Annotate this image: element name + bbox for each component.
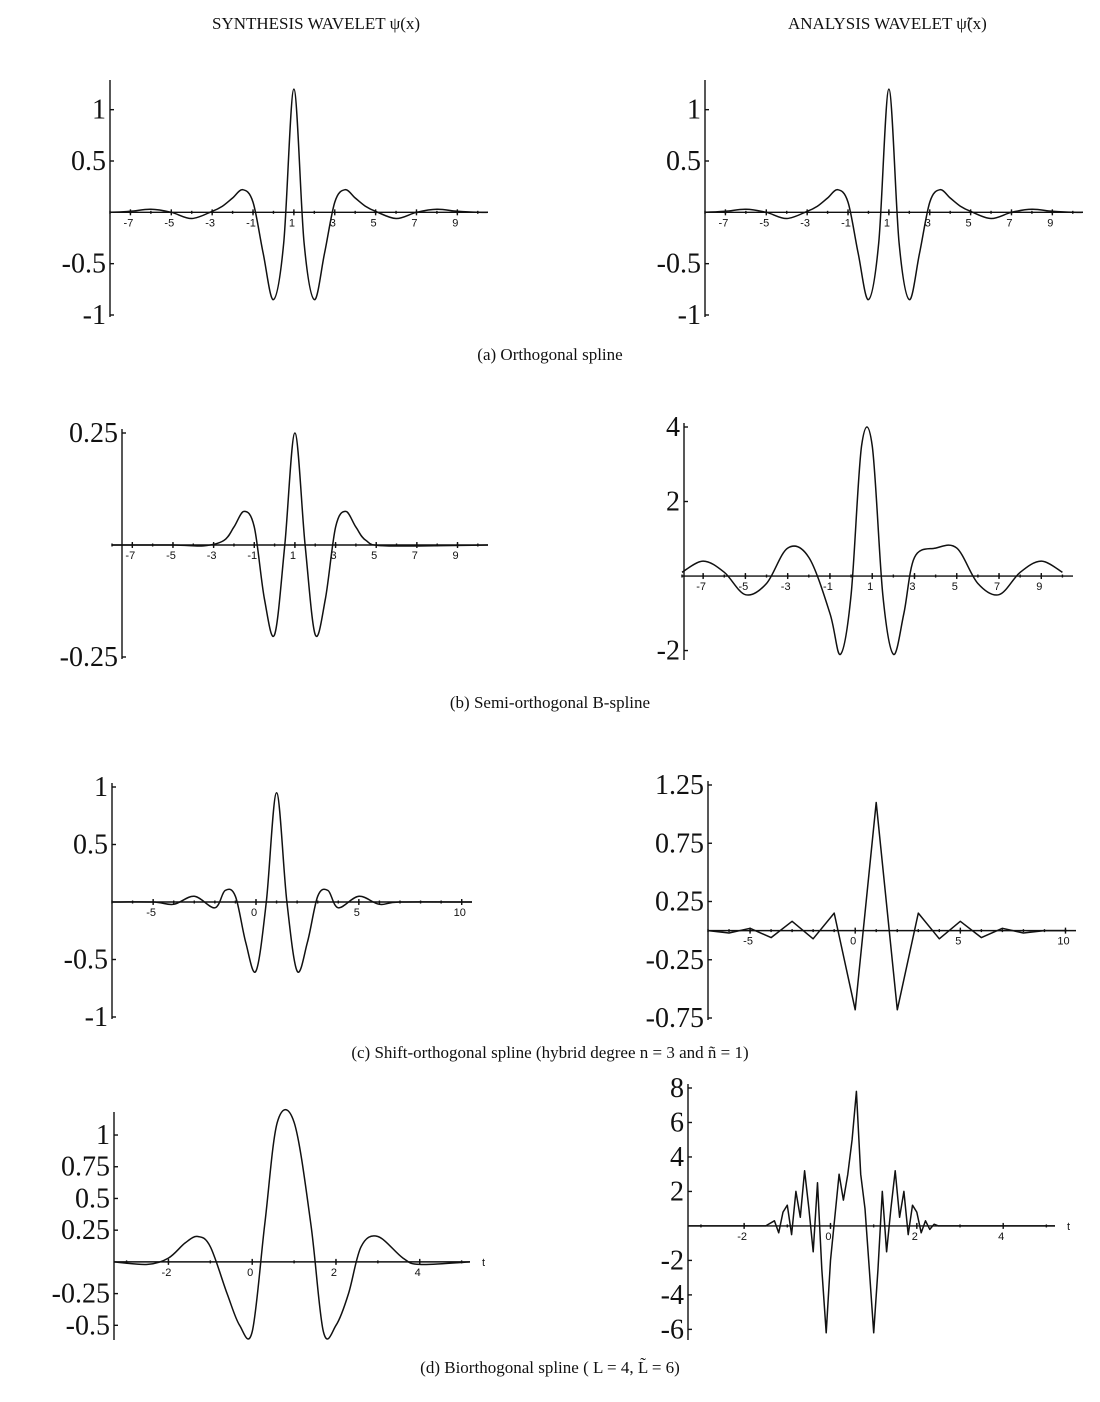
caption-b: (b) Semi-orthogonal B-spline xyxy=(449,693,651,712)
x-tick-label: -5 xyxy=(743,935,753,948)
y-tick-label: -0.75 xyxy=(645,1003,704,1034)
y-tick-label: -0.5 xyxy=(63,944,108,976)
x-tick-label: 4 xyxy=(414,1266,421,1279)
chart-panel-b-analysis xyxy=(657,412,1073,667)
x-tick-label: 5 xyxy=(965,217,972,230)
y-tick-label: -2 xyxy=(656,635,680,667)
x-tick-label: -1 xyxy=(247,550,258,562)
x-tick-label: -5 xyxy=(146,907,157,919)
wavelet-curve-b-synthesis xyxy=(112,433,488,636)
x-tick-label: 1 xyxy=(288,217,295,230)
x-tick-label: -1 xyxy=(841,217,851,230)
x-tick-label: 9 xyxy=(452,550,459,562)
y-tick-label: -0.5 xyxy=(61,248,106,280)
x-tick-label: -3 xyxy=(780,581,791,594)
wavelet-curve-c-synthesis xyxy=(112,793,472,972)
x-tick-label: -3 xyxy=(800,217,811,230)
x-tick-label: 0 xyxy=(247,1266,254,1279)
y-tick-label: 0.75 xyxy=(655,828,704,860)
wavelet-curve-d-synthesis xyxy=(114,1110,470,1339)
x-tick-label: 10 xyxy=(1057,935,1070,948)
x-tick-label: 9 xyxy=(1036,581,1043,594)
x-tick-label: -7 xyxy=(718,217,729,230)
y-tick-label: -0.25 xyxy=(59,642,118,673)
x-tick-label: 9 xyxy=(452,217,459,230)
wavelet-curve-d-analysis xyxy=(688,1091,1055,1332)
caption-a: (a) Orthogonal spline xyxy=(477,345,623,364)
x-tick-label: 5 xyxy=(955,935,962,948)
x-tick-label: 5 xyxy=(353,907,360,919)
wavelet-curve-a-synthesis xyxy=(110,89,488,300)
x-tick-label: 2 xyxy=(330,1266,338,1279)
y-tick-label: -1 xyxy=(82,300,106,331)
x-tick-label: 4 xyxy=(998,1230,1005,1243)
y-tick-label: 0.5 xyxy=(666,146,701,177)
y-tick-label: 1.25 xyxy=(655,770,704,801)
y-tick-label: 0.25 xyxy=(61,1215,110,1247)
x-tick-label: -5 xyxy=(759,217,770,230)
x-tick-label: 7 xyxy=(1006,217,1013,230)
x-tick-label: 3 xyxy=(329,217,336,230)
chart-panel-c-synthesis xyxy=(64,772,472,1033)
x-tick-label: 1 xyxy=(883,217,890,230)
y-tick-label: -0.5 xyxy=(65,1310,110,1342)
chart-panel-d-analysis xyxy=(661,1073,1070,1345)
x-tick-label: 1 xyxy=(867,581,874,594)
x-tick-label: 7 xyxy=(411,550,418,562)
chart-panel-a-analysis xyxy=(657,80,1083,331)
y-tick-label: 4 xyxy=(666,412,680,443)
x-tick-label: 3 xyxy=(909,581,916,594)
x-tick-label: -2 xyxy=(161,1266,172,1279)
x-tick-label: -1 xyxy=(823,581,833,594)
caption-c: (c) Shift-orthogonal spline (hybrid degree n = 3 and ñ = 1) xyxy=(351,1043,749,1062)
wavelet-curve-b-analysis xyxy=(682,427,1062,655)
x-tick-label: -3 xyxy=(206,550,217,562)
y-tick-label: -0.25 xyxy=(51,1278,110,1310)
x-tick-label: -1 xyxy=(246,217,256,230)
y-tick-label: -2 xyxy=(660,1245,684,1277)
x-axis-label: t xyxy=(482,1256,486,1269)
caption-d: (d) Biorthogonal spline ( L = 4, L̃ = 6) xyxy=(420,1358,680,1377)
x-tick-label: -3 xyxy=(205,217,216,230)
y-tick-label: -4 xyxy=(660,1279,684,1311)
y-tick-label: 1 xyxy=(96,1120,110,1152)
y-tick-label: 0.25 xyxy=(655,886,704,918)
y-tick-label: -1 xyxy=(84,1002,108,1033)
x-tick-label: -7 xyxy=(125,550,136,562)
y-tick-label: 2 xyxy=(670,1176,684,1208)
x-tick-label: 7 xyxy=(993,581,1001,594)
wavelet-curve-c-analysis xyxy=(708,803,1066,1010)
y-tick-label: 0.5 xyxy=(73,829,108,861)
x-tick-label: 5 xyxy=(371,550,378,562)
x-tick-label: 10 xyxy=(453,907,466,919)
synthesis-column-title: SYNTHESIS WAVELET ψ(x) xyxy=(212,14,421,33)
x-tick-label: 5 xyxy=(951,581,958,594)
y-tick-label: 1 xyxy=(687,94,701,126)
y-tick-label: 0.5 xyxy=(71,146,106,177)
x-tick-label: -7 xyxy=(696,581,707,594)
y-tick-label: -0.5 xyxy=(656,248,701,280)
x-tick-label: -7 xyxy=(123,217,134,230)
analysis-column-title: ANALYSIS WAVELET ψ̃(x) xyxy=(788,14,987,33)
x-tick-label: -2 xyxy=(737,1230,748,1243)
chart-panel-b-synthesis xyxy=(60,418,488,673)
y-tick-label: 1 xyxy=(92,94,106,126)
y-tick-label: 6 xyxy=(670,1107,684,1139)
wavelet-curve-a-analysis xyxy=(705,89,1083,300)
x-tick-label: 0 xyxy=(250,907,258,919)
y-tick-label: 2 xyxy=(666,486,680,518)
x-tick-label: 3 xyxy=(924,217,931,230)
x-tick-label: 9 xyxy=(1047,217,1054,230)
y-tick-label: 0.25 xyxy=(69,418,118,449)
x-tick-label: -5 xyxy=(166,550,176,562)
y-tick-label: 1 xyxy=(94,772,108,803)
y-tick-label: 0.75 xyxy=(61,1151,110,1183)
y-tick-label: 0.5 xyxy=(75,1183,110,1215)
x-tick-label: 3 xyxy=(330,550,337,562)
x-tick-label: 0 xyxy=(850,935,857,948)
x-tick-label: -5 xyxy=(164,217,175,230)
y-tick-label: 4 xyxy=(670,1141,684,1173)
x-tick-label: 1 xyxy=(289,550,296,562)
x-tick-label: 0 xyxy=(825,1230,832,1243)
chart-panel-a-synthesis xyxy=(62,80,488,331)
x-tick-label: 5 xyxy=(370,217,377,230)
y-tick-label: -6 xyxy=(660,1314,684,1346)
y-tick-label: -1 xyxy=(677,300,701,331)
x-tick-label: 7 xyxy=(411,217,418,230)
x-tick-label: 2 xyxy=(911,1230,918,1243)
chart-panel-d-synthesis xyxy=(52,1110,485,1342)
y-tick-label: 8 xyxy=(670,1073,684,1104)
y-tick-label: -0.25 xyxy=(645,944,704,976)
x-tick-label: -5 xyxy=(738,581,749,594)
x-axis-label: t xyxy=(1067,1220,1071,1233)
chart-panel-c-analysis xyxy=(646,770,1076,1034)
